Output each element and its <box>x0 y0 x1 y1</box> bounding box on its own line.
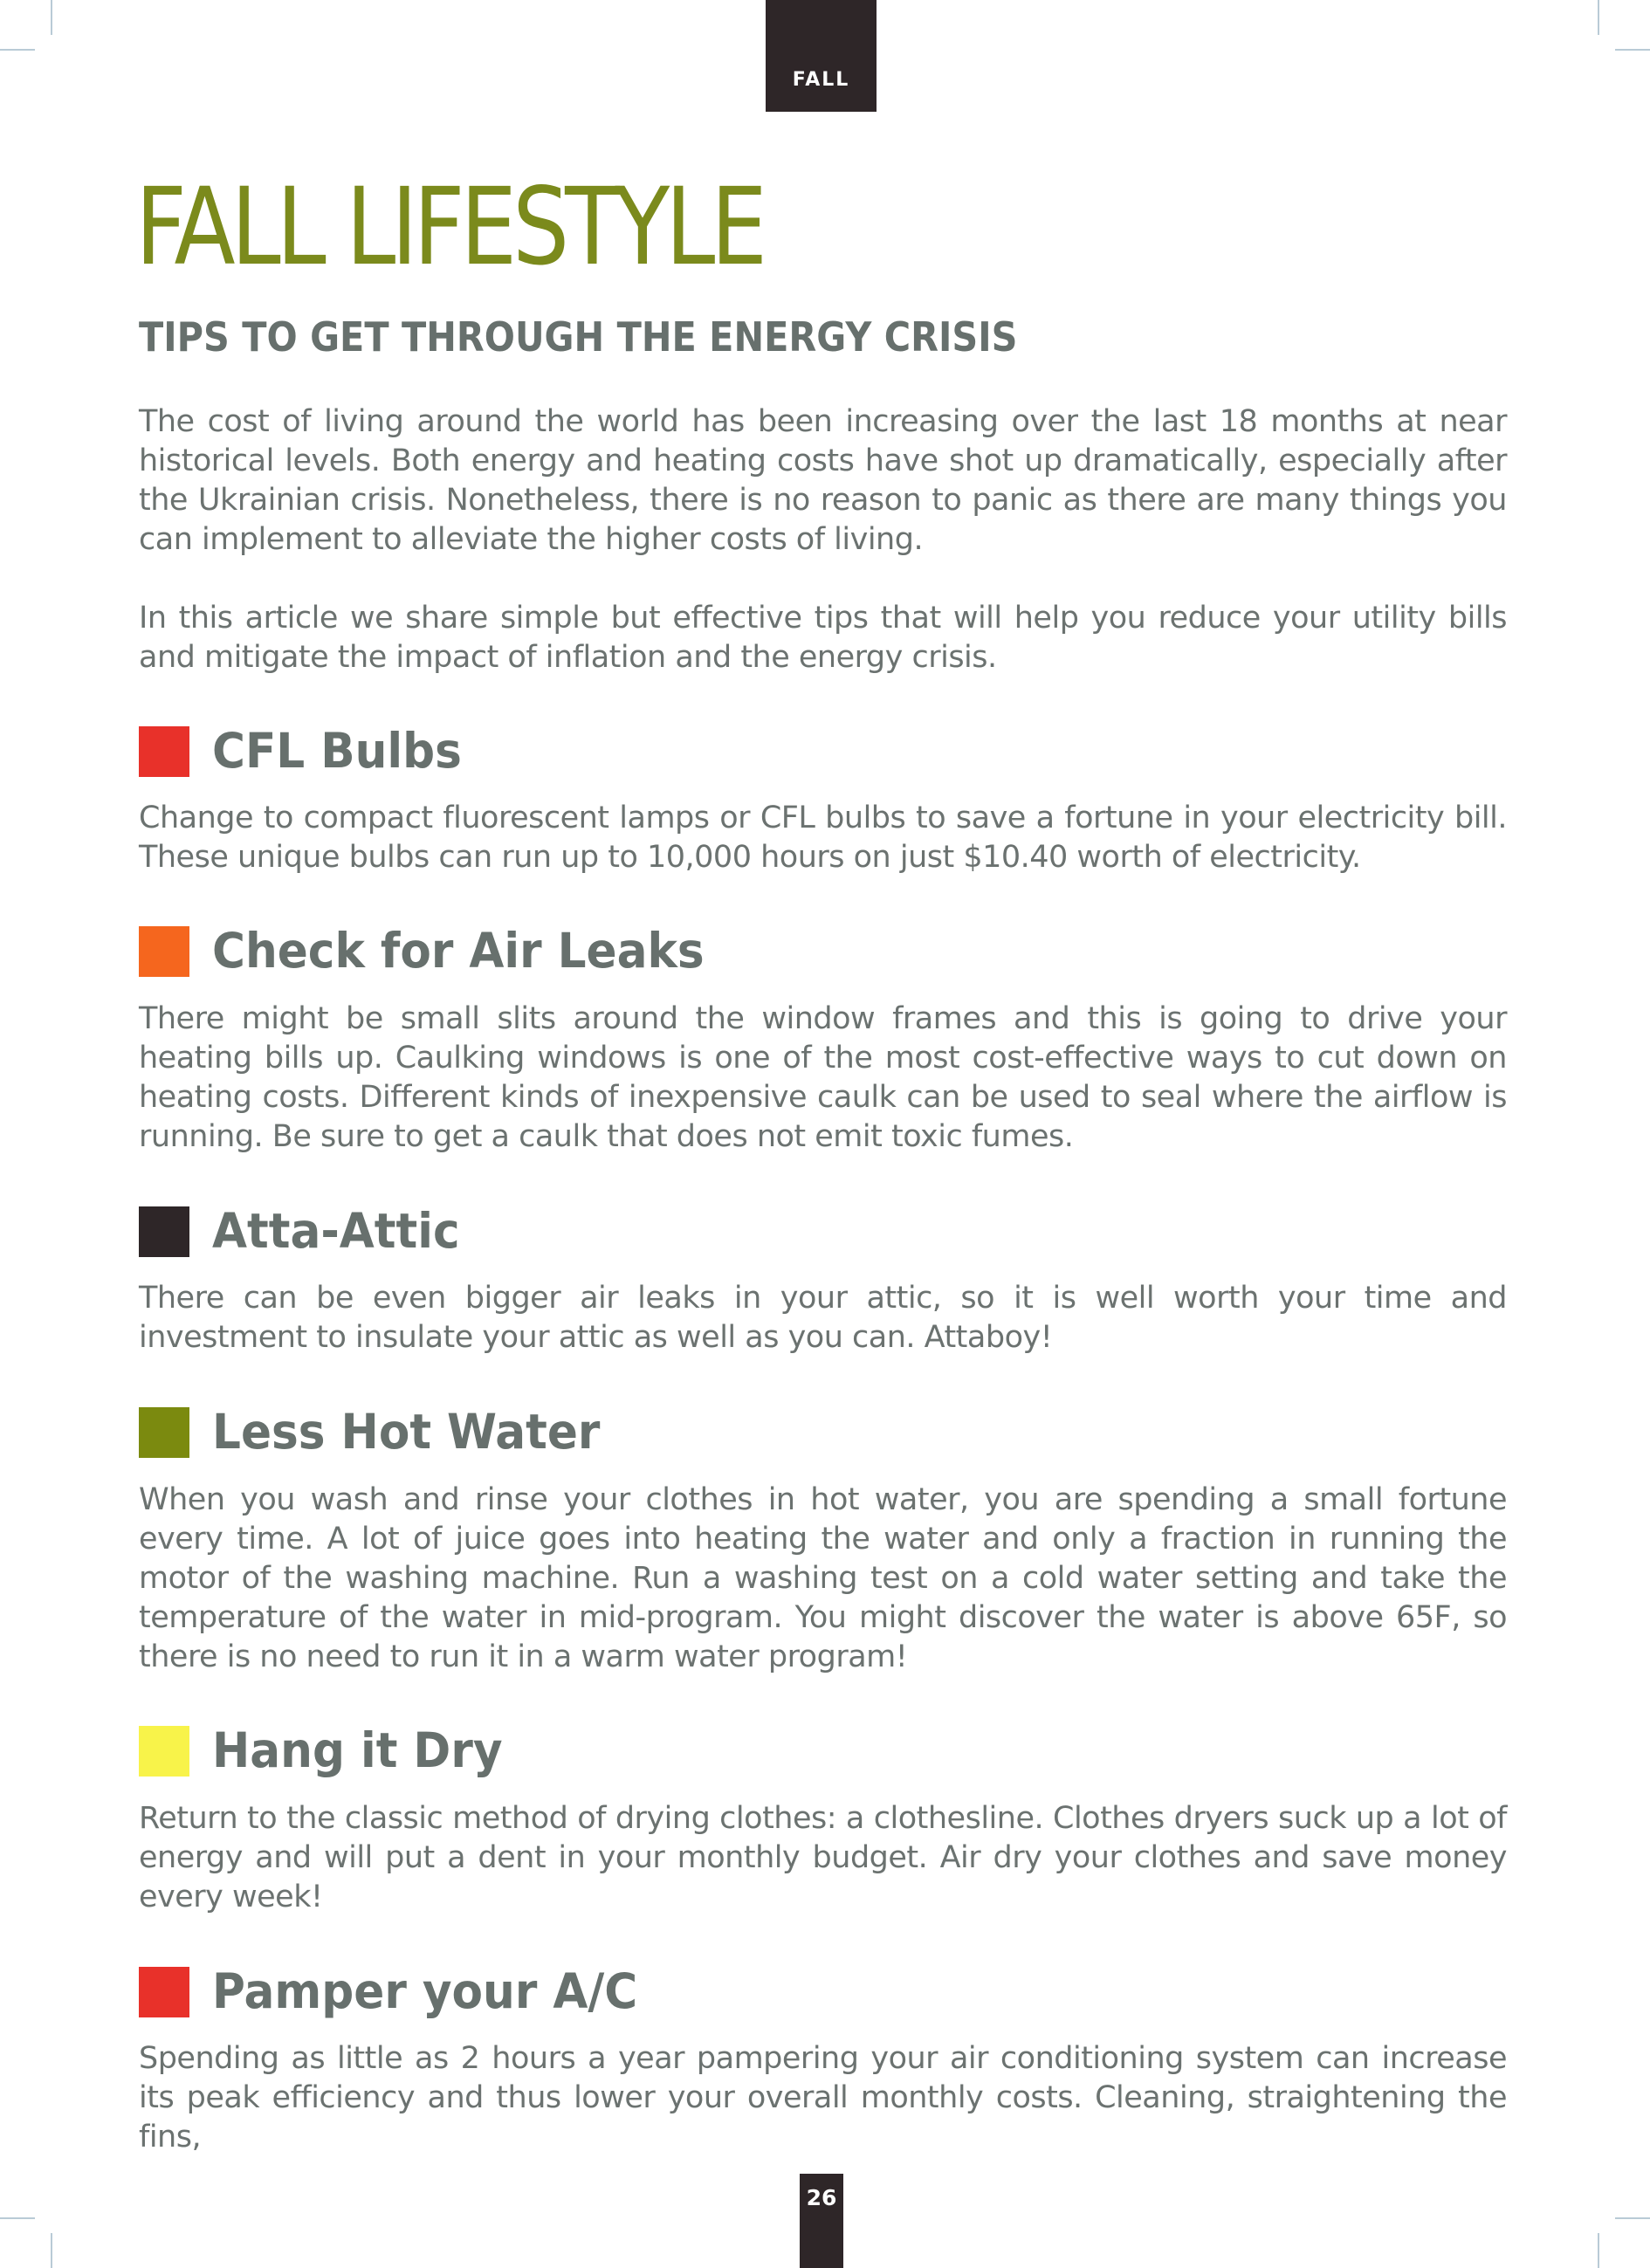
page-title: FALL LIFESTYLE <box>135 165 763 289</box>
tip-body: There might be small slits around the window frames and this is going to drive your heating bills up. Caulking windows is one of the most cost-effective ways to cut down on heating costs. Different kinds of inexpensive caulk can be used to seal where the airflow is running. Be sure to get a caulk that does not emit toxic fumes. <box>139 1001 1507 1154</box>
bullet-square-icon <box>139 1206 189 1257</box>
tip-body: Return to the classic method of drying clothes: a clothesline. Clothes dryers suck up a lot of energy and will put a dent in your monthly budget. Air dry your clothes and save money every week! <box>139 1801 1507 1914</box>
bullet-square-icon <box>139 1407 189 1458</box>
bullet-square-icon <box>139 1726 189 1777</box>
crop-mark <box>51 2233 52 2268</box>
page-subtitle: TIPS TO GET THROUGH THE ENERGY CRISIS <box>139 313 1018 361</box>
tip-body: Spending as little as 2 hours a year pampering your air conditioning system can increase its peak efficiency and thus lower your overall monthly costs. Cleaning, straightening the fins, <box>139 2041 1507 2155</box>
crop-mark <box>51 0 52 35</box>
crop-mark <box>0 2217 35 2219</box>
bullet-square-icon <box>139 1967 189 2017</box>
intro-paragraph: In this article we share simple but effective tips that will help you reduce your utility bills and mitigate the impact of inflation and the energy crisis. <box>139 601 1507 675</box>
tip-body: There can be even bigger air leaks in your attic, so it is well worth your time and investment to insulate your attic as well as you can. Attaboy! <box>139 1281 1507 1355</box>
intro-paragraph: The cost of living around the world has been increasing over the last 18 months at near historical levels. Both energy and heating costs have shot up dramatically, especially after the Ukrainian crisis. Nonetheless, there is no reason to panic as there are many things you can implement to alleviate the higher costs of living. <box>139 404 1507 557</box>
tip-title: Check for Air Leaks <box>212 923 705 979</box>
crop-mark <box>1615 2217 1650 2219</box>
crop-mark <box>1615 49 1650 51</box>
tip-title: Less Hot Water <box>212 1404 601 1460</box>
page-number: 26 <box>800 2174 843 2268</box>
crop-mark <box>1598 0 1599 35</box>
tip-body: When you wash and rinse your clothes in hot water, you are spending a small fortune every time. A lot of juice goes into heating the water and only a fraction in running the motor of the washing machine. Run a washing test on a cold water setting and take the temperature of the water in mid-program. You might discover the water is above 65F, so there is no need to run it in a warm water program! <box>139 1482 1507 1674</box>
bullet-square-icon <box>139 726 189 777</box>
crop-mark <box>0 49 35 51</box>
tip-title: Pamper your A/C <box>212 1963 638 2019</box>
tip-title: CFL Bulbs <box>212 723 462 779</box>
bullet-square-icon <box>139 926 189 977</box>
crop-mark <box>1598 2233 1599 2268</box>
tip-title: Hang it Dry <box>212 1722 503 1778</box>
tip-title: Atta-Attic <box>212 1203 460 1259</box>
section-tab: FALL <box>766 0 877 112</box>
tip-body: Change to compact fluorescent lamps or CFL bulbs to save a fortune in your electricity bill. These unique bulbs can run up to 10,000 hours on just $10.40 worth of electricity. <box>139 801 1507 875</box>
